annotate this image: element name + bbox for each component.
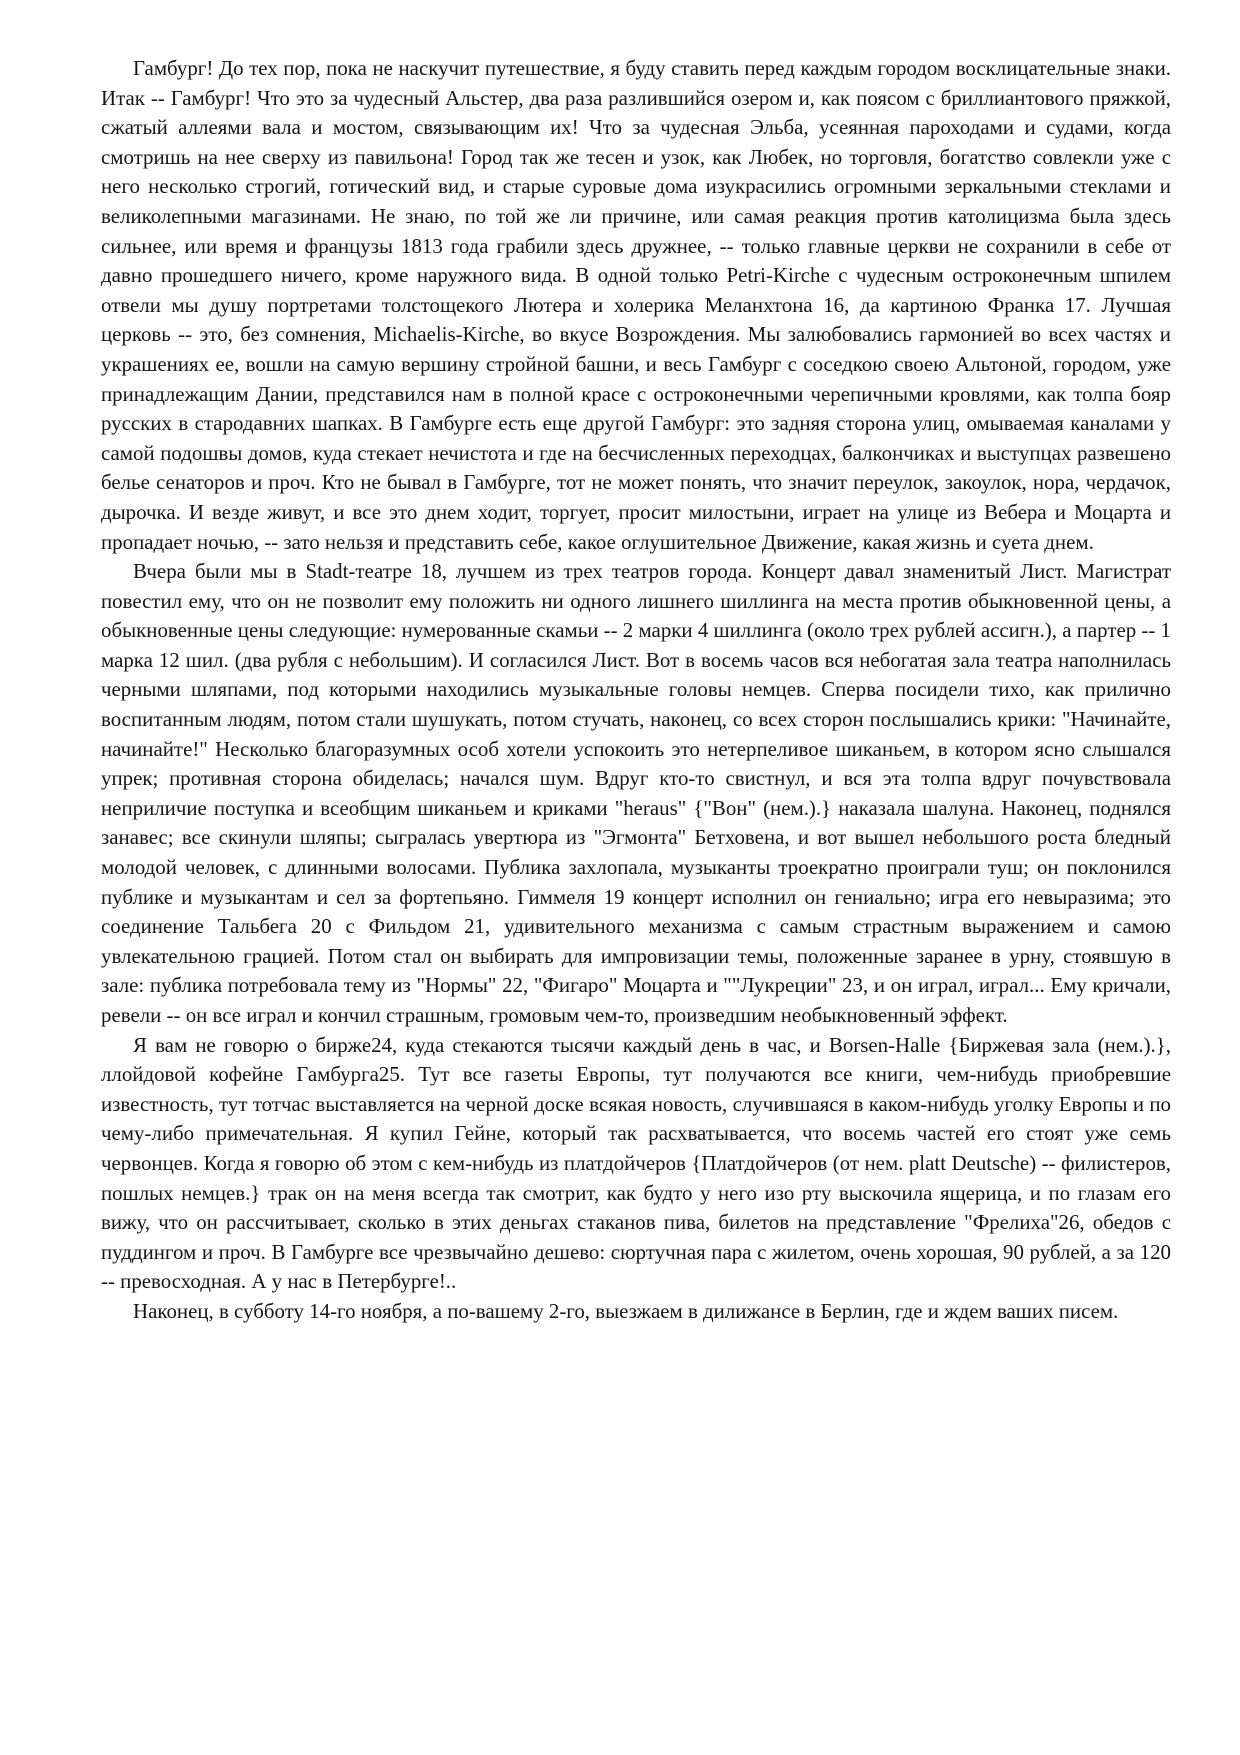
paragraph-liszt-concert: Вчера были мы в Stadt-театре 18, лучшем из трех театров города. Концерт давал знаменитый Лист. Магистрат повестил ему, что он не позволит ему положить ни одного лишнего шиллинга на места против обыкновенной цены, а обыкновенные цены следующие: нумерованные скамьи -- 2 марки 4 шиллинга (около трех рублей ассигн.), а партер -- 1 марка 12 шил. (два рубля с небольшим). И согласился Лист. Вот в восемь часов вся небогатая зала театра наполнилась черными шляпами, под которыми находились музыкальные головы немцев. Сперва посидели тихо, как прилично воспитанным людям, потом стали шушукать, потом стучать, наконец, со всех сторон послышались крики: "Начинайте, начинайте!" Несколько благоразумных особ хотели успокоить это нетерпеливое шиканьем, в котором ясно слышался упрек; противная сторона обиделась; начался шум. Вдруг кто-то свистнул, и вся эта толпа вдруг почувствовала неприличие поступка и всеобщим шиканьем и криками "heraus" {"Вон" (нем.).} наказала шалуна. Наконец, поднялся занавес; все скинули шляпы; сыгралась увертюра из "Эгмонта" Бетховена, и вот вышел небольшого роста бледный молодой человек, с длинными волосами. Публика захлопала, музыканты троекратно проиграли туш; он поклонился публике и музыкантам и сел за фортепьяно. Гиммеля 19 концерт исполнил он гениально; игра его невыразима; это соединение Тальбега 20 с Фильдом 21, удивительного механизма с самым страстным выражением и самою увлекательною грацией. Потом стал он выбирать для импровизации темы, положенные заранее в урну, стоявшую в зале: публика потребовала тему из "Нормы" 22, "Фигаро" Моцарта и ""Лукреции" 23, и он играл, играл... Ему кричали, ревели -- он все играл и кончил страшным, громовым чем-то, произведшим необыкновенный эффект. xyxy=(101,559,1171,1027)
paragraph-exchange: Я вам не говорю о бирже24, куда стекаются тысячи каждый день в час, и Borsen-Halle {Биржевая зала (нем.).}, ллойдовой кофейне Гамбурга25. Тут все газеты Европы, тут получаются все книги, чем-нибудь приобревшие известность, тут тотчас выставляется на черной доске всякая новость, случившаяся в каком-нибудь уголку Европы и по чему-либо примечательная. Я купил Гейне, который так расхватывается, что восемь частей его стоят уже семь червонцев. Когда я говорю об этом с кем-нибудь из платдойчеров {Платдойчеров (от нем. platt Deutsche) -- филистеров, пошлых немцев.} трак он на меня всегда так смотрит, как будто у него изо рту выскочила ящерица, и по глазам его вижу, что он рассчитывает, сколько в этих деньгах стаканов пива, билетов на представление "Фрелиха"26, обедов с пуддингом и проч. В Гамбурге все чрезвычайно дешево: сюртучная пара с жилетом, очень хорошая, 90 рублей, а за 120 -- превосходная. А у нас в Петербурге!.. xyxy=(101,1032,1171,1294)
paragraph-hamburg: Гамбург! До тех пор, пока не наскучит путешествие, я буду ставить перед каждым городом восклицательные знаки. Итак -- Гамбург! Что это за чудесный Альстер, два раза разлившийся озером и, как поясом с бриллиантового пряжкой, сжатый аллеями вала и мостом, связывающим их! Что за чудесная Эльба, усеянная пароходами и судами, когда смотришь на нее сверху из павильона! Город так же тесен и узок, как Любек, но торговля, богатство совлекли уже с него несколько строгий, готический вид, и старые суровые дома изукрасились огромными зеркальными стеклами и великолепными магазинами. Не знаю, по той же ли причине, или самая реакция против католицизма была здесь сильнее, или время и французы 1813 года грабили здесь дружнее, -- только главные церкви не сохранили в себе от давно прошедшего ничего, кроме наружного вида. В одной только Petri-Kirche с чудесным остроконечным шпилем отвели мы душу портретами толстощекого Лютера и холерика Меланхтона 16, да картиною Франка 17. Лучшая церковь -- это, без сомнения, Michaelis-Kirche, во вкусе Возрождения. Мы залюбовались гармонией во всех частях и украшениях ее, вошли на самую вершину стройной башни, и весь Гамбург с соседкою своею Альтоной, городом, уже принадлежащим Дании, представился нам в полной красе с остроконечными черепичными кровлями, как толпа бояр русских в стародавних шапках. В Гамбурге есть еще другой Гамбург: это задняя сторона улиц, омываемая каналами у самой подошвы домов, куда стекает нечистота и где на бесчисленных переходцах, балкончиках и выступцах развешено белье сенаторов и проч. Кто не бывал в Гамбурге, тот не может понять, что значит переулок, закоулок, нора, чердачок, дырочка. И везде живут, и все это днем ходит, торгует, просит милостыни, играет на улице из Вебера и Моцарта и пропадает ночью, -- зато нельзя и представить себе, какое оглушительное Движение, какая жизнь и суета днем. xyxy=(101,56,1171,554)
body-text xyxy=(101,54,1171,1327)
paragraph-departure: Наконец, в субботу 14-го ноября, а по-вашему 2-го, выезжаем в дилижансе в Берлин, где и ждем ваших писем. xyxy=(133,1298,1119,1323)
